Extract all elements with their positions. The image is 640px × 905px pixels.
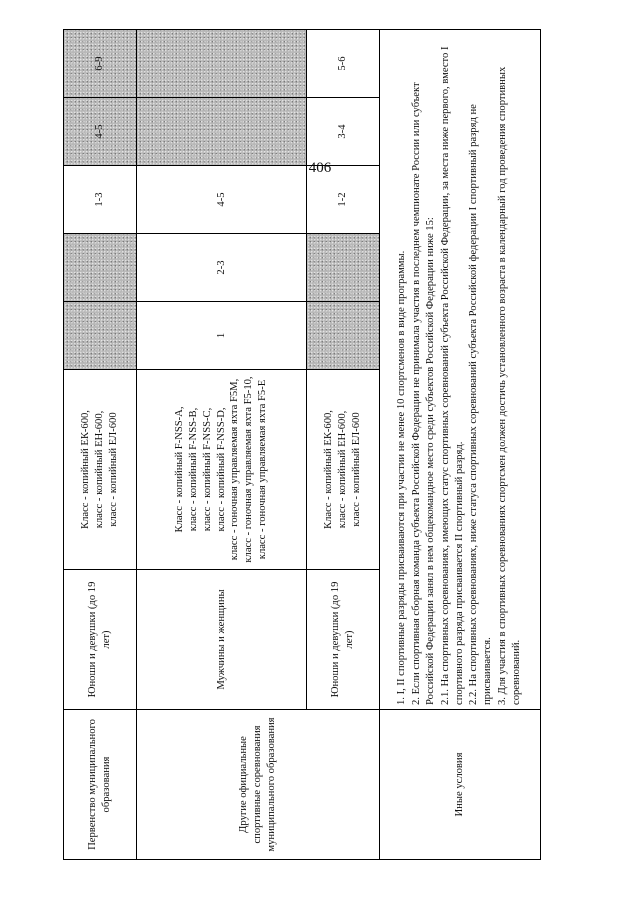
place-cell: 2-3	[137, 234, 307, 302]
rotated-table-container	[63, 30, 541, 860]
place-cell: 4-5	[64, 98, 137, 166]
sports-ranks-table	[63, 29, 541, 860]
place-cell: 6-9	[64, 30, 137, 98]
class-line: класс - копийный ЕЛ-600	[350, 412, 362, 527]
class-line: Класс - копийный ЕК-600,	[80, 410, 92, 529]
competition-cell: Другие официальные спортивные соревнования муниципального образования	[137, 710, 380, 860]
note: 1. I, II спортивные разряды присваиваются при участии не менее 10 спортсменов в виде программы.	[395, 250, 407, 705]
class-line: класс - гоночная управляемая яхта F5-E	[257, 379, 269, 560]
class-line: класс - гоночная управляемая яхта F5-10,	[243, 376, 255, 563]
place-cell-shaded	[64, 234, 137, 302]
class-line: класс - копийный ЕН-600,	[337, 410, 349, 529]
class-line: класс - гоночная управляемая яхта F5M,	[229, 378, 241, 561]
table-row	[64, 30, 137, 860]
competition-cell: Первенство муниципального образования	[64, 710, 137, 860]
place-cell-shaded	[307, 234, 380, 302]
class-line: класс - копийный ЕЛ-600	[107, 412, 119, 527]
class-line: класс - копийный F-NSS-D,	[215, 407, 227, 532]
place-cell: 1-3	[64, 166, 137, 234]
classes-cell	[307, 370, 380, 570]
place-cell: 1-2	[307, 166, 380, 234]
class-line: Класс - копийный ЕК-600,	[323, 410, 335, 529]
group-cell: Мужчины и женщины	[137, 570, 307, 710]
other-conditions-label: Иные условия	[380, 710, 541, 860]
place-cell: 5-6	[307, 30, 380, 98]
note: 2.2. На спортивных соревнованиях, ниже статуса спортивных соревнований субъекта Российской федерации I спортивный разряд не присваивается.	[468, 104, 494, 705]
place-cell: 4-5	[137, 166, 307, 234]
table-row	[137, 30, 307, 860]
page-number: 406	[308, 160, 332, 176]
place-cell-shaded	[137, 30, 307, 98]
place-cell-shaded	[137, 98, 307, 166]
classes-cell	[137, 370, 307, 570]
classes-cell	[64, 370, 137, 570]
note: 3. Для участия в спортивных соревнованиях спортсмен должен достичь установленного возраста в календарный год проведения спортивных соревнований.	[497, 66, 523, 705]
group-cell: Юноши и девушки (до 19 лет)	[307, 570, 380, 710]
notes-cell	[380, 30, 541, 710]
class-line: Класс - копийный F-NSS-A,	[173, 406, 185, 533]
class-line: класс - копийный F-NSS-B,	[187, 407, 199, 532]
note: 2. Если спортивная сборная команда субъекта Российской Федерации не принимала участия в последнем чемпионате России или субъект Российской Федерации занял в нем общекомандное место среди субъектов Российской Федерации ниже 15:	[410, 82, 436, 705]
table-row	[380, 30, 541, 860]
group-cell: Юноши и девушки (до 19 лет)	[64, 570, 137, 710]
place-cell-shaded	[307, 302, 380, 370]
class-line: класс - копийный ЕН-600,	[94, 410, 106, 529]
place-cell: 3-4	[307, 98, 380, 166]
place-cell-shaded	[64, 302, 137, 370]
note: 2.1. На спортивных соревнованиях, имеющих статус спортивных соревнований субъекта Российской Федерации, за места ниже первого, вместо I спортивного разряда присваивается II спортивный разряд.	[439, 46, 465, 705]
class-line: класс - копийный F-NSS-C,	[201, 407, 213, 532]
place-cell: 1	[137, 302, 307, 370]
